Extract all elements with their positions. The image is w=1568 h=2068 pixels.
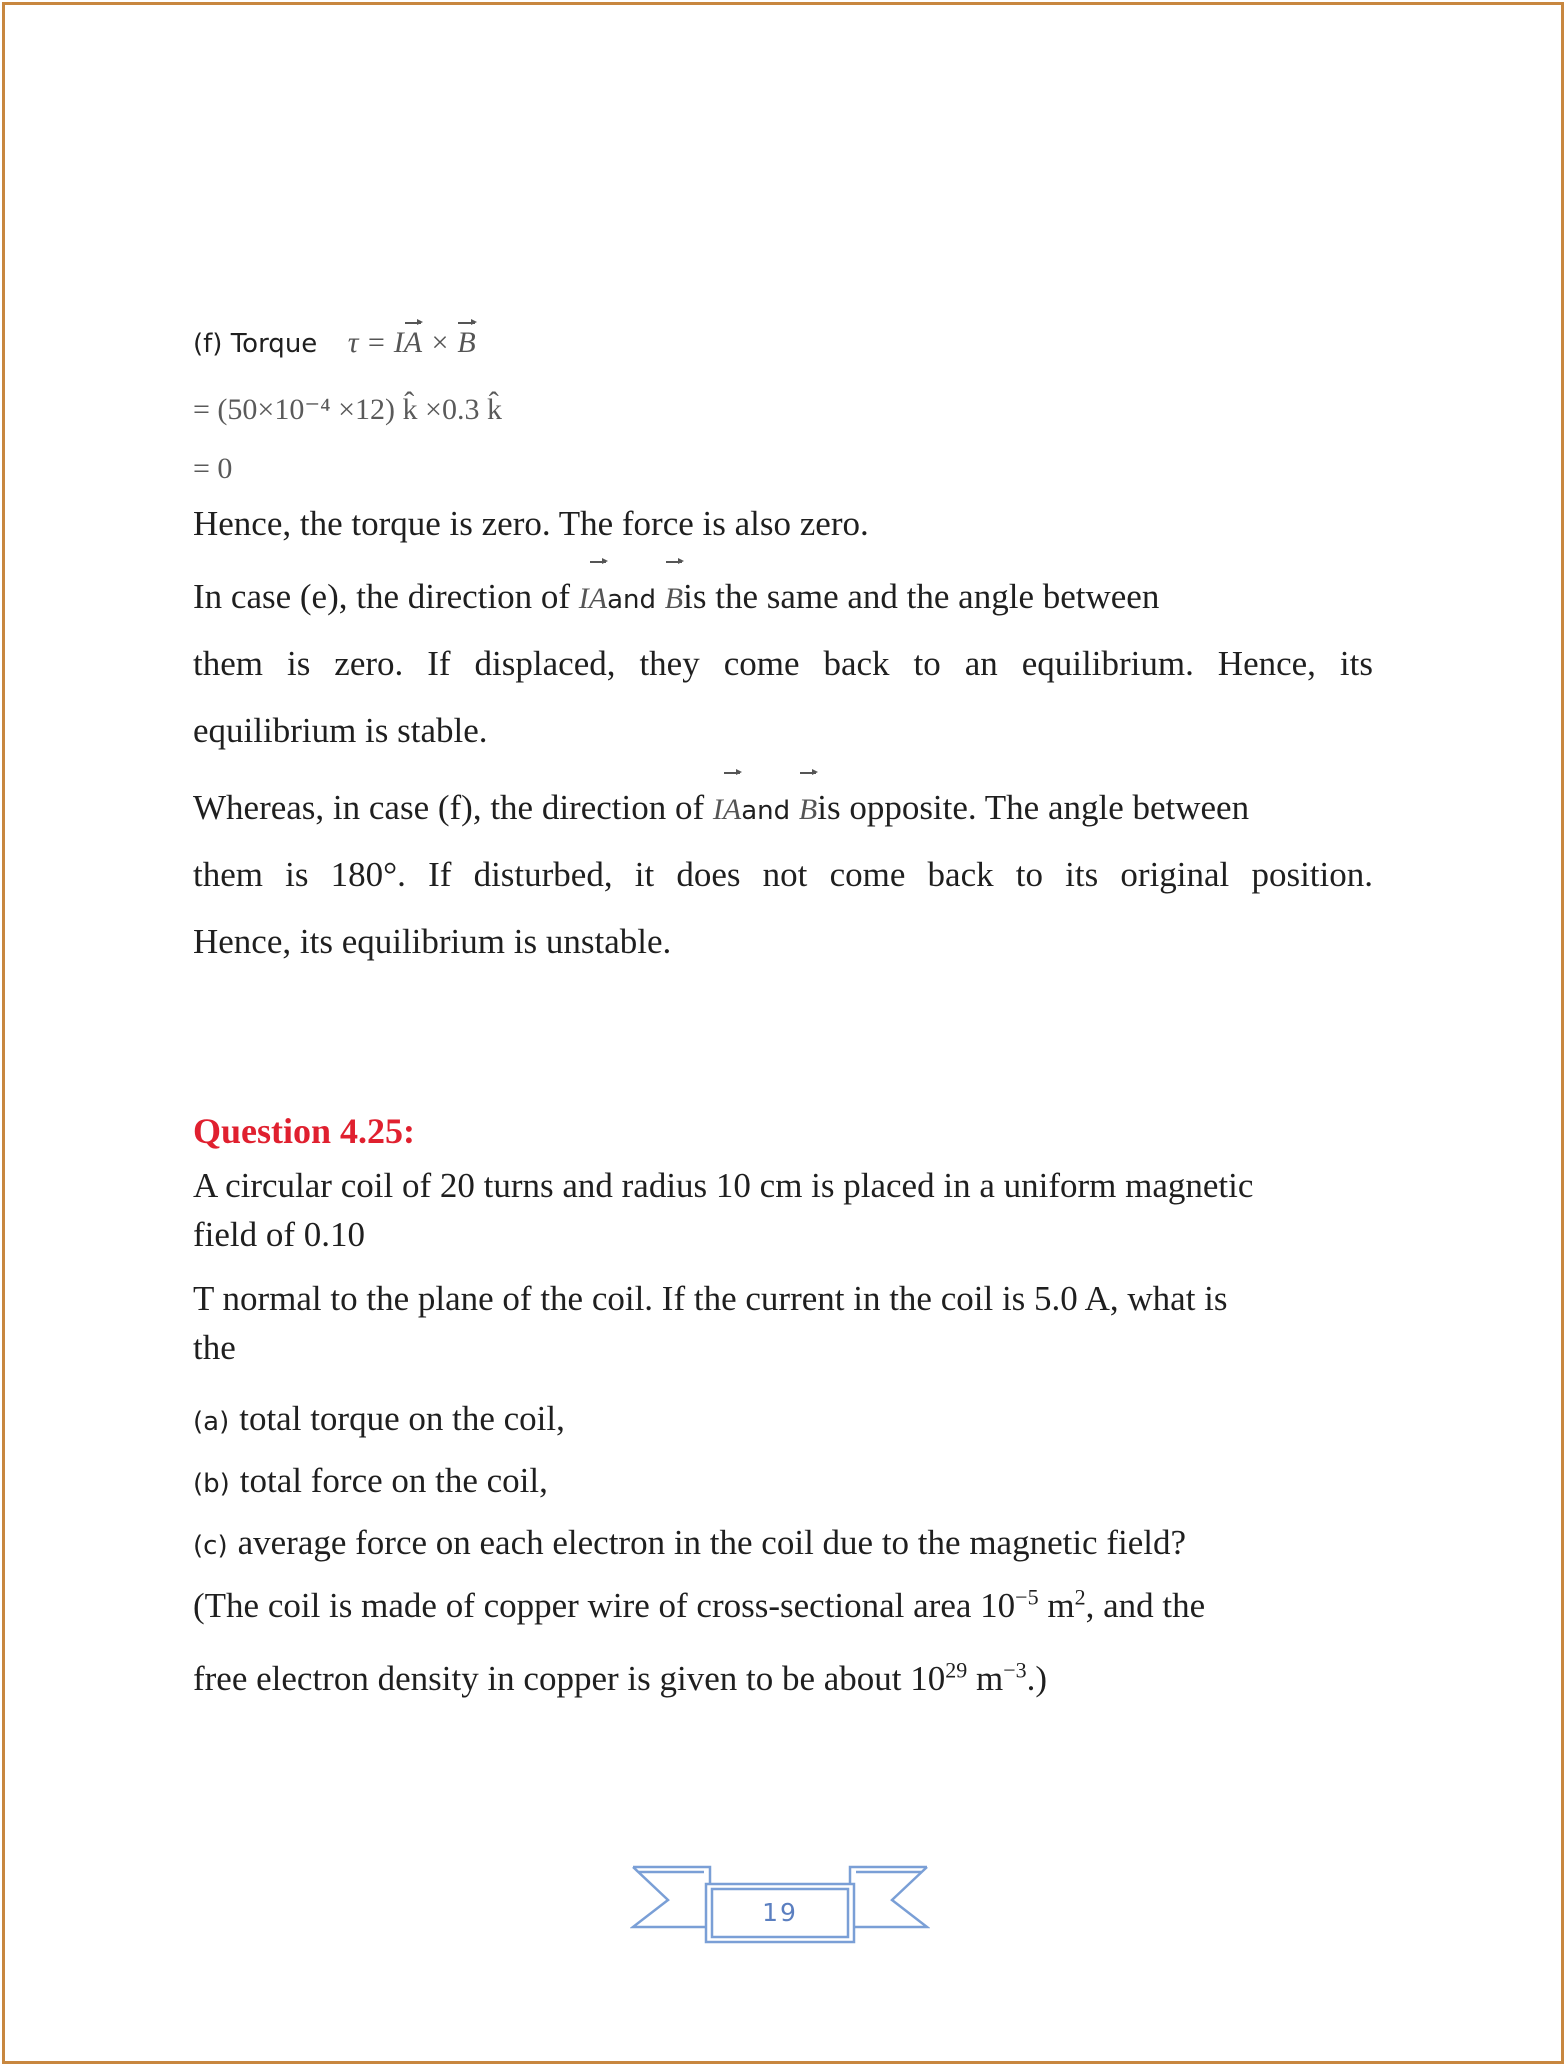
case-f-line1: Whereas, in case (f), the direction of IAand Bis opposite. The angle between <box>193 774 1373 845</box>
question-note-line2: free electron density in copper is given to be about $10^{29}$ $m^{-3}$.) <box>193 1657 1048 1698</box>
question-title: Question 4.25: <box>193 1111 416 1151</box>
case-f-line2: them is 180°. If disturbed, it does not come back to its original position. <box>193 855 1373 894</box>
question-line2: field of 0.10 <box>193 1215 366 1254</box>
torque-calc: = (50×10⁻⁴ ×12) k̂ ×0.3 k̂ <box>193 393 502 426</box>
case-e-line3: equilibrium is stable. <box>193 711 488 750</box>
vector-B: B <box>799 793 817 826</box>
torque-label: (f) Torque <box>193 329 318 359</box>
case-e-line1: In case (e), the direction of IAand Bis the same and the angle between <box>193 563 1373 634</box>
torque-result: = 0 <box>193 452 233 485</box>
torque-equation <box>193 326 476 360</box>
vector-B: B <box>457 326 476 359</box>
question-note-line1: (The coil is made of copper wire of cross-sectional area $10^{-5}$ $m^2$, and the <box>193 1584 1206 1625</box>
vector-IA: IA <box>713 793 741 826</box>
case-f-line3: Hence, its equilibrium is unstable. <box>193 922 672 961</box>
torque-lhs: τ = I <box>347 326 404 359</box>
question-item-b: (b) total force on the coil, <box>193 1461 548 1500</box>
question-item-c: (c) average force on each electron in the coil due to the magnetic field? <box>193 1523 1187 1562</box>
question-item-a: (a) total torque on the coil, <box>193 1399 565 1438</box>
times-sign: × <box>429 326 450 359</box>
torque-conclusion: Hence, the torque is zero. The force is also zero. <box>193 504 869 543</box>
page-border <box>2 2 1564 2064</box>
page-number-badge <box>630 1862 930 1952</box>
vector-IA: IA <box>579 582 607 615</box>
case-e-line2: them is zero. If displaced, they come back to an equilibrium. Hence, its <box>193 644 1373 683</box>
question-line3: T normal to the plane of the coil. If the current in the coil is 5.0 A, what is <box>193 1279 1228 1318</box>
vector-B: B <box>665 582 683 615</box>
question-line4: the <box>193 1328 236 1367</box>
vector-A: A <box>403 326 423 359</box>
question-line1: A circular coil of 20 turns and radius 10 cm is placed in a uniform magnetic <box>193 1166 1254 1205</box>
page-number: 19 <box>762 1898 798 1927</box>
